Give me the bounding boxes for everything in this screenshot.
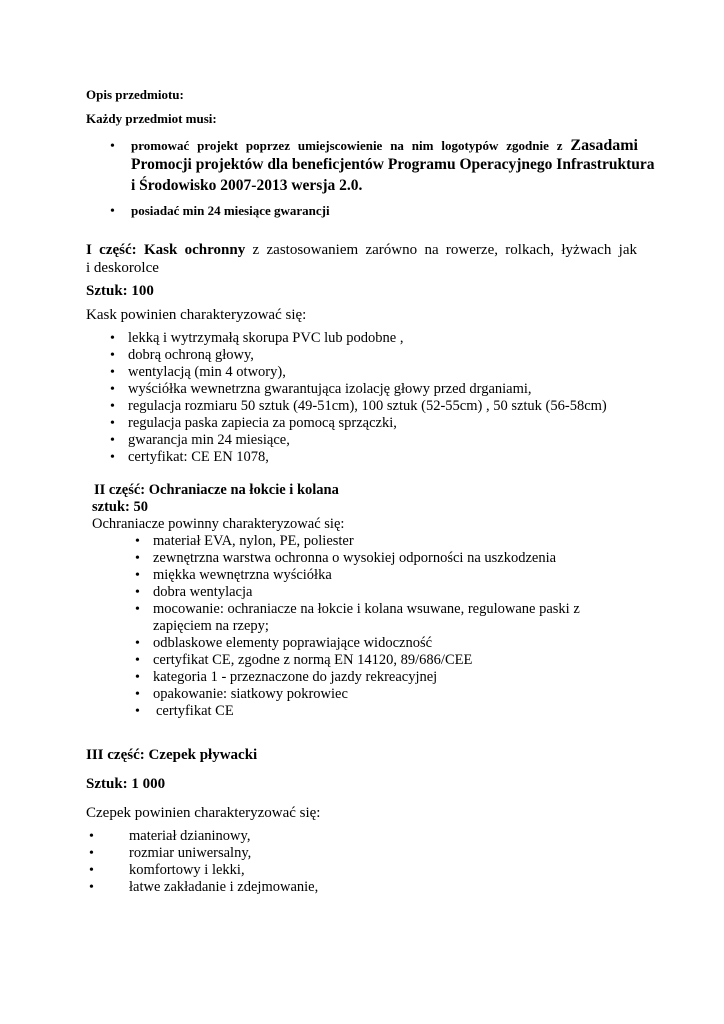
list-item: • materiał dzianinowy, xyxy=(89,828,251,844)
bullet-icon: • xyxy=(135,534,140,549)
list-item: • mocowanie: ochraniacze na łokcie i kolana wsuwane, regulowane paski z xyxy=(135,601,580,617)
list-item-continuation: zapięciem na rzepy; xyxy=(153,618,269,634)
bullet-icon: • xyxy=(135,602,140,617)
part1-list xyxy=(107,330,607,466)
list-item: • gwarancja min 24 miesiące, xyxy=(110,432,290,448)
bullet-icon: • xyxy=(110,450,115,465)
general-req1-line2: Promocji projektów dla beneficjentów Programu Operacyjnego Infrastruktura xyxy=(131,156,655,173)
part1-label: I część: Kask ochronny xyxy=(86,242,246,258)
bullet-icon: • xyxy=(89,880,94,895)
bullet-icon: • xyxy=(110,416,115,431)
bullet-icon: • xyxy=(135,551,140,566)
bullet-icon: • xyxy=(110,399,115,414)
part2-qty: sztuk: 50 xyxy=(92,499,148,515)
musi-label: Każdy przedmiot musi: xyxy=(86,111,217,126)
list-item: • materiał EVA, nylon, PE, poliester xyxy=(135,533,354,549)
list-item: • dobrą ochroną głowy, xyxy=(110,347,254,363)
opis-label: Opis przedmiotu: xyxy=(86,87,184,102)
list-item: • odblaskowe elementy poprawiające widoczność xyxy=(135,635,433,651)
bullet-icon: • xyxy=(110,365,115,380)
bullet-icon: • xyxy=(110,204,115,219)
bullet-icon: • xyxy=(110,331,115,346)
list-item: • certyfikat CE, zgodne z normą EN 14120, 89/686/CEE xyxy=(135,652,473,668)
list-item: • regulacja paska zapiecia za pomocą sprzączki, xyxy=(110,415,397,431)
part2-intro: Ochraniacze powinny charakteryzować się: xyxy=(92,516,345,532)
bullet-icon: • xyxy=(110,139,115,154)
list-item: • certyfikat: CE EN 1078, xyxy=(110,449,269,465)
list-item: • komfortowy i lekki, xyxy=(89,862,245,878)
bullet-icon: • xyxy=(135,568,140,583)
bullet-icon: • xyxy=(135,704,140,719)
bullet-icon: • xyxy=(135,653,140,668)
part2-label: II część: Ochraniacze na łokcie i kolana xyxy=(94,482,339,498)
list-item: • wyściółka wewnetrzna gwarantująca izolację głowy przed drganiami, xyxy=(110,381,532,397)
list-item: • regulacja rozmiaru 50 sztuk (49-51cm), 100 sztuk (52-55cm) , 50 sztuk (56-58cm) xyxy=(110,398,607,414)
general-req1-line1-text: promować projekt poprzez umiejscowienie na nim logotypów zgodnie z xyxy=(131,138,563,153)
bullet-icon: • xyxy=(89,846,94,861)
list-item: • miękka wewnętrzna wyściółka xyxy=(135,567,332,583)
part3-intro: Czepek powinien charakteryzować się: xyxy=(86,805,321,821)
bullet-icon: • xyxy=(89,829,94,844)
part1-desc-line2: i deskorolce xyxy=(86,260,159,276)
general-req1-line3: i Środowisko 2007-2013 wersja 2.0. xyxy=(131,177,363,194)
part3-label: III część: Czepek pływacki xyxy=(86,747,258,763)
part1-qty: Sztuk: 100 xyxy=(86,283,154,299)
list-item: • opakowanie: siatkowy pokrowiec xyxy=(135,686,348,702)
bullet-icon: • xyxy=(135,636,140,651)
general-req1-line1 xyxy=(131,135,638,157)
general-req2: posiadać min 24 miesiące gwarancji xyxy=(131,203,330,218)
bullet-icon: • xyxy=(110,433,115,448)
part3-list xyxy=(86,828,318,896)
bullet-icon: • xyxy=(110,382,115,397)
list-item: • kategoria 1 - przeznaczone do jazdy rekreacyjnej xyxy=(135,669,438,685)
bullet-icon: • xyxy=(135,687,140,702)
list-item: • certyfikat CE xyxy=(135,703,234,719)
list-item: • rozmiar uniwersalny, xyxy=(89,845,252,861)
general-req1-line1-end: Zasadami xyxy=(570,137,638,154)
part3-qty: Sztuk: 1 000 xyxy=(86,776,166,792)
list-item: • łatwe zakładanie i zdejmowanie, xyxy=(89,879,319,895)
part1-heading xyxy=(86,241,637,259)
part1-intro: Kask powinien charakteryzować się: xyxy=(86,307,307,323)
list-item: • zewnętrzna warstwa ochronna o wysokiej odporności na uszkodzenia xyxy=(135,550,557,566)
bullet-icon: • xyxy=(110,348,115,363)
bullet-icon: • xyxy=(89,863,94,878)
part1-desc: z zastosowaniem zarówno na rowerze, rolkach, łyżwach jak xyxy=(252,242,637,258)
list-item: • wentylacją (min 4 otwory), xyxy=(110,364,286,380)
list-item: • lekką i wytrzymałą skorupa PVC lub podobne , xyxy=(110,330,404,346)
part2-list xyxy=(132,533,580,720)
bullet-icon: • xyxy=(135,585,140,600)
list-item: • dobra wentylacja xyxy=(135,584,253,600)
bullet-icon: • xyxy=(135,670,140,685)
